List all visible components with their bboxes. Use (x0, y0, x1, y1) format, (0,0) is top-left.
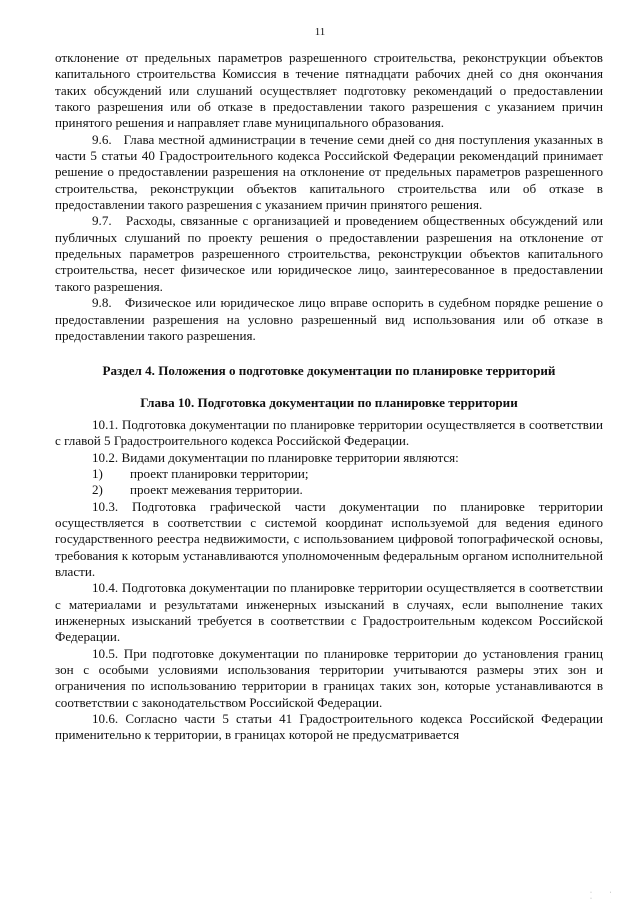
list-marker: 2) (92, 482, 103, 498)
paragraph-10-6: 10.6. Согласно части 5 статьи 41 Градостроительного кодекса Российской Федерации применительно к территории, в границах которой не предусматривается (55, 711, 603, 743)
paragraph-9-6: 9.6. Глава местной администрации в течение семи дней со дня поступления указанных в части 5 статьи 40 Градостроительного кодекса Российской Федерации рекомендаций принимает решение о предоставлении разрешения на отклонение от предельных параметров разрешенного строительства, реконструкции объектов капитального строительства или об отказе в предоставлении такого разрешения с указанием причин принятого решения. (55, 131, 603, 213)
list-marker: 1) (92, 465, 103, 481)
list-item (55, 466, 603, 482)
section-heading: Раздел 4. Положения о подготовке документации по планировке территорий (102, 363, 556, 379)
paragraph-10-4: 10.4. Подготовка документации по планировке территории осуществляется в соответствии с материалами и результатами инженерных изысканий в случаях, если выполнение таких инженерных изысканий требуется в соответствии с Градостроительным кодексом Российской Федерации. (55, 580, 603, 645)
scan-marks: · · · (590, 890, 620, 902)
list-item (55, 482, 603, 498)
paragraph-continuation: отклонение от предельных параметров разрешенного строительства, реконструкции объектов капитального строительства Комиссия в течение пятнадцати рабочих дней со дня окончания таких обсуждений или слушаний осуществляет подготовку рекомендаций о предоставлении такого разрешения или об отказе в предоставлении такого разрешения с указанием причин принятого решения и направляет главе муниципального образования. (55, 50, 603, 131)
document-body (55, 50, 603, 744)
paragraph-9-8: 9.8. Физическое или юридическое лицо вправе оспорить в судебном порядке решение о предоставлении разрешения на условно разрешенный вид использования или об отказе в предоставлении такого разрешения. (55, 295, 603, 343)
page-number: 11 (314, 26, 326, 38)
chapter-heading: Глава 10. Подготовка документации по планировке территории (140, 394, 518, 410)
paragraph-9-7: 9.7. Расходы, связанные с организацией и проведением общественных обсуждений или публичных слушаний по проекту решения о предоставлении разрешения на отклонение от предельных параметров разрешенного строительства, реконструкции объектов капитального строительства, несет физическое или юридическое лицо, заинтересованное в предоставлении такого разрешения. (55, 213, 603, 294)
list-item-text: проект межевания территории. (130, 482, 303, 498)
paragraph-10-1: 10.1. Подготовка документации по планировке территории осуществляется в соответствии с главой 5 Градостроительного кодекса Российской Федерации. (55, 416, 603, 449)
paragraph-10-3: 10.3. Подготовка графической части документации по планировке территории осуществляется в соответствии с системой координат используемой для ведения единого государственного реестра недвижимости, с использованием цифровой топографической основы, требования к которым устанавливаются уполномоченным федеральным органом исполнительной власти. (55, 498, 603, 579)
paragraph-10-5: 10.5. При подготовке документации по планировке территории до установления границ зон с особыми условиями использования территории учитываются размеры этих зон и ограничения по использованию территории в границах таких зон, которые устанавливаются в соответствии с законодательством Российской Федерации. (55, 645, 603, 710)
list-item-text: проект планировки территории; (130, 465, 309, 481)
paragraph-10-2: 10.2. Видами документации по планировке территории являются: (92, 449, 459, 465)
